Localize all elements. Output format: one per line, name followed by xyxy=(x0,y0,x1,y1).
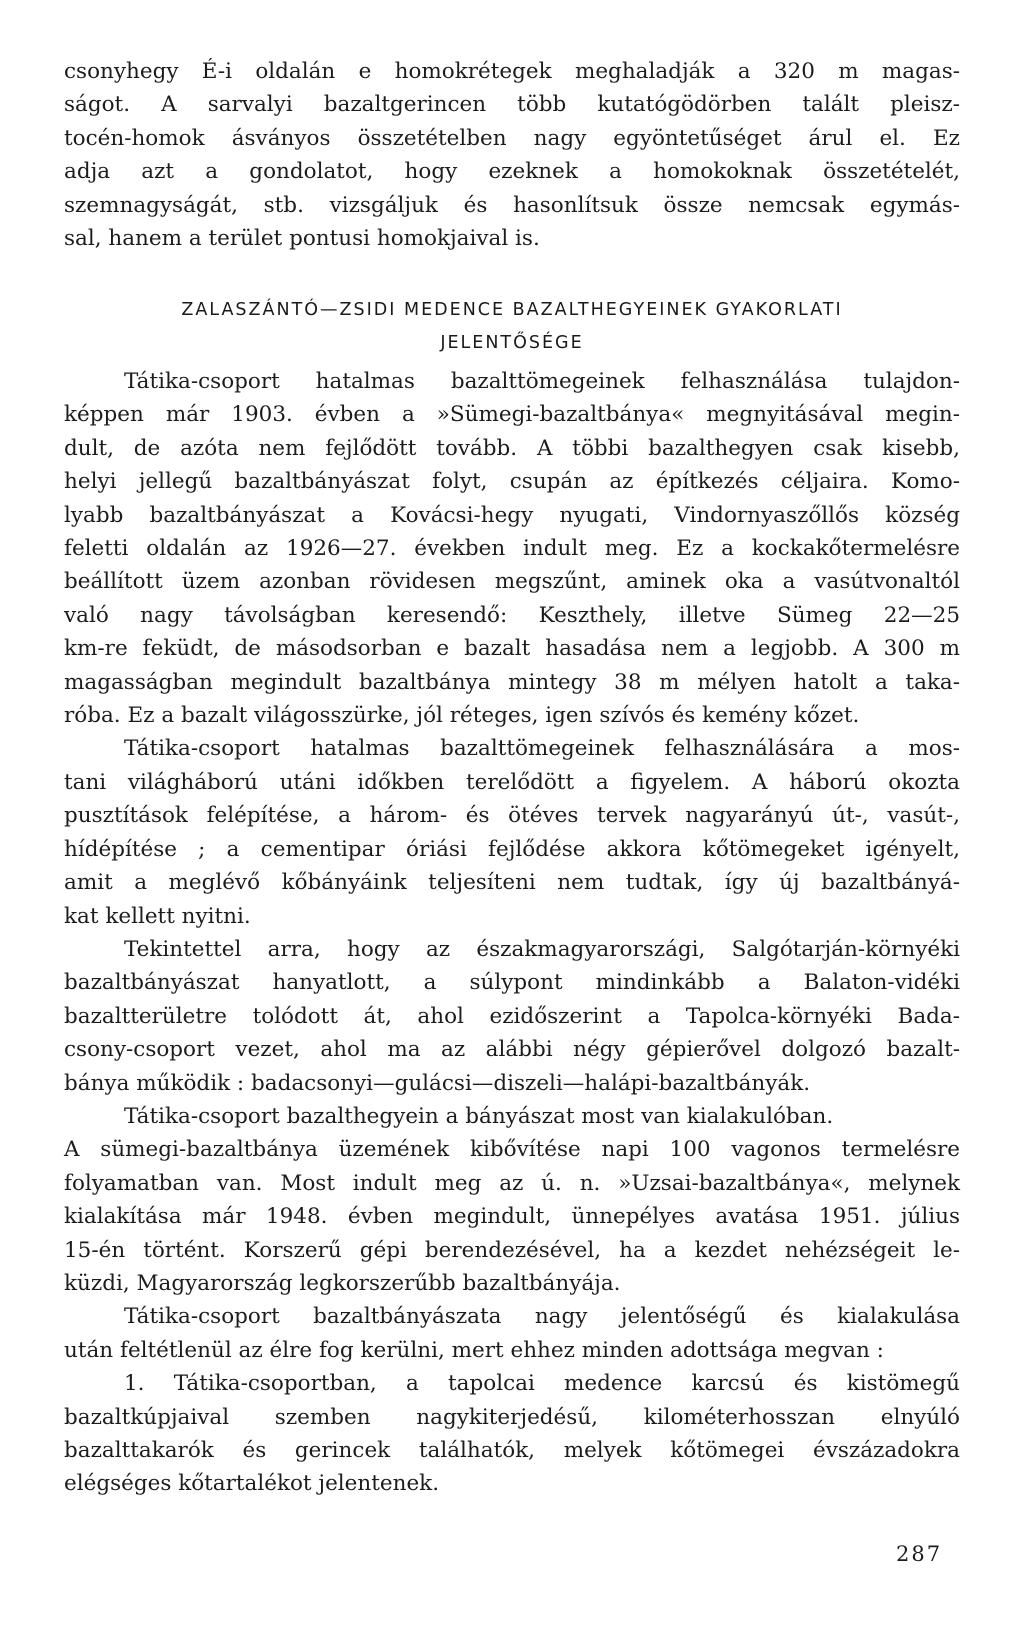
text-line: bánya működik : badacsonyi—gulácsi—diszeli—halápi-bazaltbányák. xyxy=(64,1070,811,1096)
text-line: róba. Ez a bazalt világosszürke, jól réteges, igen szívós és kemény kőzet. xyxy=(64,703,860,729)
text-line: tani világháború utáni időkben terelődött a figyelem. A háború okozta xyxy=(64,769,960,795)
text-line: A sümegi-bazaltbánya üzemének kibővítése napi 100 vagonos termelésre xyxy=(64,1137,960,1163)
text-line: bazaltbányászat hanyatlott, a súlypont mindinkább a Balaton-vidéki xyxy=(64,970,960,996)
section-body xyxy=(64,365,960,1501)
text-line: km-re feküdt, de másodsorban e bazalt hasadása nem a legjobb. A 300 m xyxy=(64,636,960,662)
text-line: beállított üzem azonban rövidesen megszűnt, aminek oka a vasútvonaltól xyxy=(64,569,960,595)
text-line: 1. Tátika-csoportban, a tapolcai medence karcsú és kistömegű xyxy=(124,1371,960,1397)
text-line: bazaltterületre tolódott át, ahol ezidőszerint a Tapolca-környéki Bada- xyxy=(64,1003,960,1029)
text-line: Tátika-csoport bazalthegyein a bányászat most van kialakulóban. xyxy=(124,1103,834,1129)
text-line: lyabb bazaltbányászat a Kovácsi-hegy nyugati, Vindornyaszőllős község xyxy=(64,502,960,528)
text-line: bazalttakarók és gerincek találhatók, melyek kőtömegei évszázadokra xyxy=(64,1438,960,1463)
text-line: Tátika-csoport hatalmas bazalttömegeinek felhasználása tulajdon- xyxy=(124,369,960,394)
text-line: pusztítások felépítése, a három- és ötéves tervek nagyarányú út-, vasút-, xyxy=(64,803,960,829)
text-line: folyamatban van. Most indult meg az ú. n. »Uzsai-bazaltbánya«, melynek xyxy=(64,1170,960,1196)
text-line: Tekintettel arra, hogy az északmagyarországi, Salgótarján-környéki xyxy=(124,936,960,962)
text-line: Tátika-csoport bazaltbányászata nagy jelentőségű és kialakulása xyxy=(124,1304,960,1330)
text-line: dult, de azóta nem fejlődött tovább. A többi bazalthegyen csak kisebb, xyxy=(64,435,960,461)
page-number: 287 xyxy=(896,1542,943,1566)
text-line: magasságban megindult bazaltbánya mintegy 38 m mélyen hatolt a taka- xyxy=(64,669,960,695)
text-line: ságot. A sarvalyi bazaltgerincen több kutatógödörben talált pleisz- xyxy=(64,92,960,118)
text-line: csony-csoport vezet, ahol ma az alábbi négy gépierővel dolgozó bazalt- xyxy=(64,1037,960,1063)
section-heading-line-1: ZALASZÁNTÓ—ZSIDI MEDENCE BAZALTHEGYEINEK GYAKORLATI xyxy=(181,300,843,320)
text-line: 15-én történt. Korszerű gépi berendezésével, ha a kezdet nehézségeit le- xyxy=(64,1237,960,1263)
text-line: amit a meglévő kőbányáink teljesíteni nem tudtak, így új bazaltbányá- xyxy=(64,870,960,896)
section-heading xyxy=(64,294,960,360)
text-line: tocén-homok ásványos összetételben nagy egyöntetűséget árul el. Ez xyxy=(64,125,960,151)
text-line: sal, hanem a terület pontusi homokjaival is. xyxy=(64,226,540,252)
text-line: kat kellett nyitni. xyxy=(64,903,251,929)
intro-paragraph xyxy=(64,55,960,255)
text-line: bazaltkúpjaival szemben nagykiterjedésű, kilométerhosszan elnyúló xyxy=(64,1404,960,1430)
text-line: helyi jellegű bazaltbányászat folyt, csupán az építkezés céljaira. Komo- xyxy=(64,469,960,495)
text-line: elégséges kőtartalékot jelentenek. xyxy=(64,1471,440,1497)
text-line: hídépítése ; a cementipar óriási fejlődése akkora kőtömegeket igényelt, xyxy=(64,836,960,862)
text-line: való nagy távolságban keresendő: Keszthely, illetve Sümeg 22—25 xyxy=(64,602,960,628)
text-line: képpen már 1903. évben a »Sümegi-bazaltbánya« megnyitásával megin- xyxy=(64,402,960,428)
text-line: szemnagyságát, stb. vizsgáljuk és hasonlítsuk össze nemcsak egymás- xyxy=(64,192,960,218)
section-heading-line-2: JELENTŐSÉGE xyxy=(440,333,584,353)
text-line: csonyhegy É-i oldalán e homokrétegek meghaladják a 320 m magas- xyxy=(64,59,960,84)
text-line: küzdi, Magyarország legkorszerűbb bazaltbányája. xyxy=(64,1270,621,1296)
text-line: kialakítása már 1948. évben megindult, ünnepélyes avatása 1951. július xyxy=(64,1204,960,1230)
text-line: feletti oldalán az 1926—27. években indult meg. Ez a kockakőtermelésre xyxy=(64,536,960,562)
text-line: után feltétlenül az élre fog kerülni, mert ehhez minden adottsága megvan : xyxy=(64,1337,884,1363)
text-line: Tátika-csoport hatalmas bazalttömegeinek felhasználására a mos- xyxy=(124,736,960,762)
text-line: adja azt a gondolatot, hogy ezeknek a homokoknak összetételét, xyxy=(64,159,960,185)
